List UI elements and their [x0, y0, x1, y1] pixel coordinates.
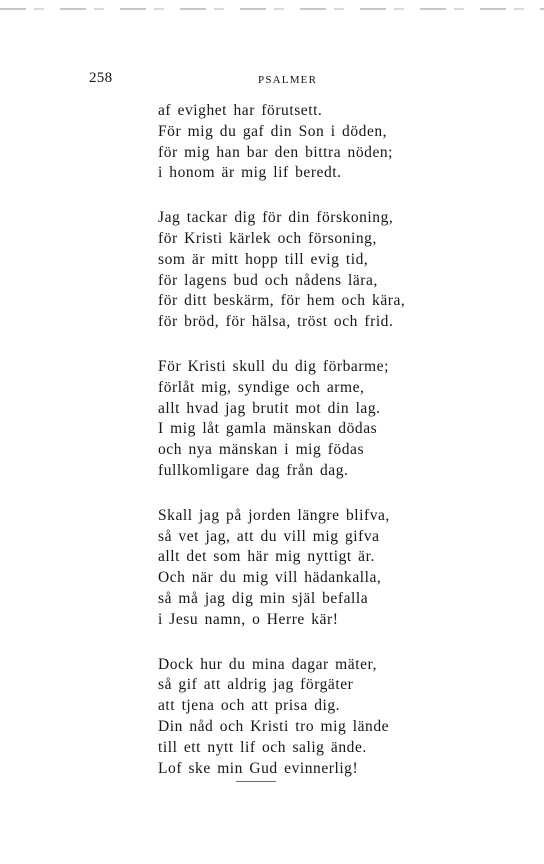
verse-line: allt hvad jag brutit mot din lag. [158, 399, 381, 417]
verse-line: allt det som här mig nyttigt är. [158, 548, 375, 566]
verse-line: i honom är mig lif beredt. [158, 164, 342, 182]
verse-line: för mig han bar den bittra nöden; [158, 143, 394, 161]
verse-line: Och när du mig vill hädankalla, [158, 569, 382, 587]
verse-line: till ett nytt lif och salig ände. [158, 738, 367, 756]
stanza-3 [158, 357, 458, 482]
scan-edge-artifact [0, 8, 544, 10]
verse-line: för ditt beskärm, för hem och kära, [158, 292, 406, 310]
stanza-4 [158, 506, 458, 631]
verse-line: Jag tackar dig för din förskoning, [158, 209, 394, 227]
stanza-2 [158, 208, 458, 333]
verse-line: För mig du gaf din Son i döden, [158, 122, 388, 140]
verse-line: så må jag dig min själ befalla [158, 589, 369, 607]
verse-line: så gif att aldrig jag förgäter [158, 676, 354, 694]
verse-line: Skall jag på jorden längre blifva, [158, 506, 390, 524]
verse-line: så vet jag, att du vill mig gifva [158, 527, 380, 545]
verse-line: för Kristi kärlek och försoning, [158, 229, 377, 247]
verse-line: Din nåd och Kristi tro mig lände [158, 717, 390, 735]
verse-line: Dock hur du mina dagar mäter, [158, 655, 378, 673]
verse-line: Lof ske min Gud evinnerlig! [158, 759, 359, 777]
stanza-5 [158, 655, 458, 780]
verse-line: att tjena och att prisa dig. [158, 697, 341, 715]
verse-line: som är mitt hopp till evig tid, [158, 250, 369, 268]
page-number: 258 [89, 70, 113, 86]
verse-line: i Jesu namn, o Herre kär! [158, 610, 339, 628]
verse-line: I mig låt gamla mänskan dödas [158, 420, 378, 438]
verse-line: och nya mänskan i mig födas [158, 441, 365, 459]
verse-line: fullkomligare dag från dag. [158, 461, 349, 479]
verse-line: för lagens bud och nådens lära, [158, 271, 378, 289]
verse-line: af evighet har förutsett. [158, 102, 323, 119]
stanza-1 [158, 101, 458, 184]
verse-line: för bröd, för hälsa, tröst och frid. [158, 313, 394, 331]
verse-line: förlåt mig, syndige och arme, [158, 378, 365, 396]
running-head: PSALMER [258, 74, 318, 86]
end-rule-divider [236, 781, 276, 782]
hymn-text [158, 101, 458, 803]
verse-line: För Kristi skull du dig förbarme; [158, 357, 389, 375]
